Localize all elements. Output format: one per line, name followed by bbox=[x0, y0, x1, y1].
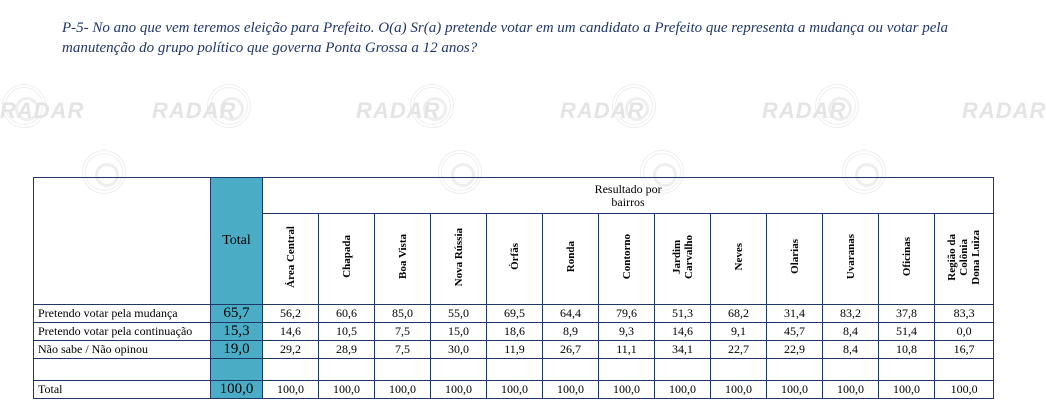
table-cell: 8,9 bbox=[543, 322, 599, 340]
watermark-text: RADAR bbox=[152, 98, 237, 123]
watermark-text: RADAR bbox=[962, 98, 1046, 123]
watermark-text: RADAR bbox=[762, 98, 847, 123]
table-cell: 11,1 bbox=[599, 340, 655, 358]
column-header: Nova Rússia bbox=[431, 214, 487, 304]
table-cell: 9,3 bbox=[599, 322, 655, 340]
table-cell: 29,2 bbox=[263, 340, 319, 358]
column-header: Oficinas bbox=[879, 214, 935, 304]
table-row bbox=[34, 340, 994, 358]
watermark-seal-icon bbox=[207, 84, 251, 128]
results-table bbox=[33, 177, 994, 399]
column-header: Área Central bbox=[263, 214, 319, 304]
table-cell: 100,0 bbox=[711, 380, 767, 398]
table-cell: 100,0 bbox=[935, 380, 994, 398]
column-header: Ronda bbox=[543, 214, 599, 304]
grand-total: 100,0 bbox=[211, 380, 263, 398]
question-text: P-5- No ano que vem teremos eleição para Prefeito. O(a) Sr(a) pretende votar em um candidato a Prefeito que representa a mudança ou votar pela manutenção do grupo político que governa Ponta Grossa a 12 anos? bbox=[62, 20, 949, 56]
column-header: Uvaranas bbox=[823, 214, 879, 304]
table-cell: 100,0 bbox=[263, 380, 319, 398]
table-cell: 16,7 bbox=[935, 340, 994, 358]
row-total: 15,3 bbox=[211, 322, 263, 340]
table-cell: 18,6 bbox=[487, 322, 543, 340]
table-cell: 45,7 bbox=[767, 322, 823, 340]
table-cell: 85,0 bbox=[375, 304, 431, 322]
table-cell: 37,8 bbox=[879, 304, 935, 322]
row-label: Pretendo votar pela continuação bbox=[34, 322, 211, 340]
table-cell: 11,9 bbox=[487, 340, 543, 358]
table-cell: 83,3 bbox=[935, 304, 994, 322]
watermark-seal-icon bbox=[612, 84, 656, 128]
table-cell: 100,0 bbox=[767, 380, 823, 398]
column-header: Olarias bbox=[767, 214, 823, 304]
table-cell: 51,4 bbox=[879, 322, 935, 340]
table-cell: 28,9 bbox=[319, 340, 375, 358]
table-cell: 100,0 bbox=[543, 380, 599, 398]
table-cell: 56,2 bbox=[263, 304, 319, 322]
table-cell: 0,0 bbox=[935, 322, 994, 340]
table-cell: 14,6 bbox=[263, 322, 319, 340]
column-header: Órfãs bbox=[487, 214, 543, 304]
table-row bbox=[34, 322, 994, 340]
table-cell: 8,4 bbox=[823, 322, 879, 340]
table-cell: 100,0 bbox=[319, 380, 375, 398]
watermark-text: RADAR bbox=[560, 98, 645, 123]
table-cell: 22,9 bbox=[767, 340, 823, 358]
column-header: Jardim Carvalho bbox=[655, 214, 711, 304]
table-cell: 34,1 bbox=[655, 340, 711, 358]
table-cell: 7,5 bbox=[375, 322, 431, 340]
table-cell: 68,2 bbox=[711, 304, 767, 322]
watermark-text: RADAR bbox=[0, 98, 85, 123]
table-cell: 9,1 bbox=[711, 322, 767, 340]
header-row-group bbox=[34, 178, 994, 214]
total-row bbox=[34, 380, 994, 398]
table-cell: 10,5 bbox=[319, 322, 375, 340]
group-header: Resultado por bairros bbox=[263, 178, 994, 214]
table-cell: 60,6 bbox=[319, 304, 375, 322]
table-cell: 100,0 bbox=[431, 380, 487, 398]
table-cell: 100,0 bbox=[375, 380, 431, 398]
row-total: 65,7 bbox=[211, 304, 263, 322]
table-cell: 8,4 bbox=[823, 340, 879, 358]
table-cell: 100,0 bbox=[487, 380, 543, 398]
table-cell: 79,6 bbox=[599, 304, 655, 322]
watermark-seal-icon bbox=[2, 84, 46, 128]
row-label: Pretendo votar pela mudança bbox=[34, 304, 211, 322]
table-cell: 30,0 bbox=[431, 340, 487, 358]
table-cell: 100,0 bbox=[655, 380, 711, 398]
table-cell: 100,0 bbox=[599, 380, 655, 398]
table-cell: 10,8 bbox=[879, 340, 935, 358]
table-row bbox=[34, 304, 994, 322]
total-row-label: Total bbox=[34, 380, 211, 398]
table-cell: 15,0 bbox=[431, 322, 487, 340]
column-header: Contorno bbox=[599, 214, 655, 304]
column-header: Boa Vista bbox=[375, 214, 431, 304]
header-empty-cell bbox=[34, 178, 211, 305]
table-cell: 64,4 bbox=[543, 304, 599, 322]
table-cell: 100,0 bbox=[879, 380, 935, 398]
table-cell: 83,2 bbox=[823, 304, 879, 322]
table-cell: 69,5 bbox=[487, 304, 543, 322]
watermark-text: RADAR bbox=[356, 98, 441, 123]
table-cell: 100,0 bbox=[823, 380, 879, 398]
row-total: 19,0 bbox=[211, 340, 263, 358]
row-label: Não sabe / Não opinou bbox=[34, 340, 211, 358]
table-cell: 31,4 bbox=[767, 304, 823, 322]
table-cell: 22,7 bbox=[711, 340, 767, 358]
column-header: Região da Colônia Dona Luiza bbox=[935, 214, 994, 304]
table-cell: 55,0 bbox=[431, 304, 487, 322]
watermark-seal-icon bbox=[410, 84, 454, 128]
table-cell: 7,5 bbox=[375, 340, 431, 358]
column-header: Chapada bbox=[319, 214, 375, 304]
table-cell: 14,6 bbox=[655, 322, 711, 340]
table-cell: 26,7 bbox=[543, 340, 599, 358]
column-header: Neves bbox=[711, 214, 767, 304]
total-header: Total bbox=[211, 178, 263, 305]
watermark-seal-icon bbox=[815, 84, 859, 128]
spacer-row bbox=[34, 358, 994, 380]
table-cell: 51,3 bbox=[655, 304, 711, 322]
